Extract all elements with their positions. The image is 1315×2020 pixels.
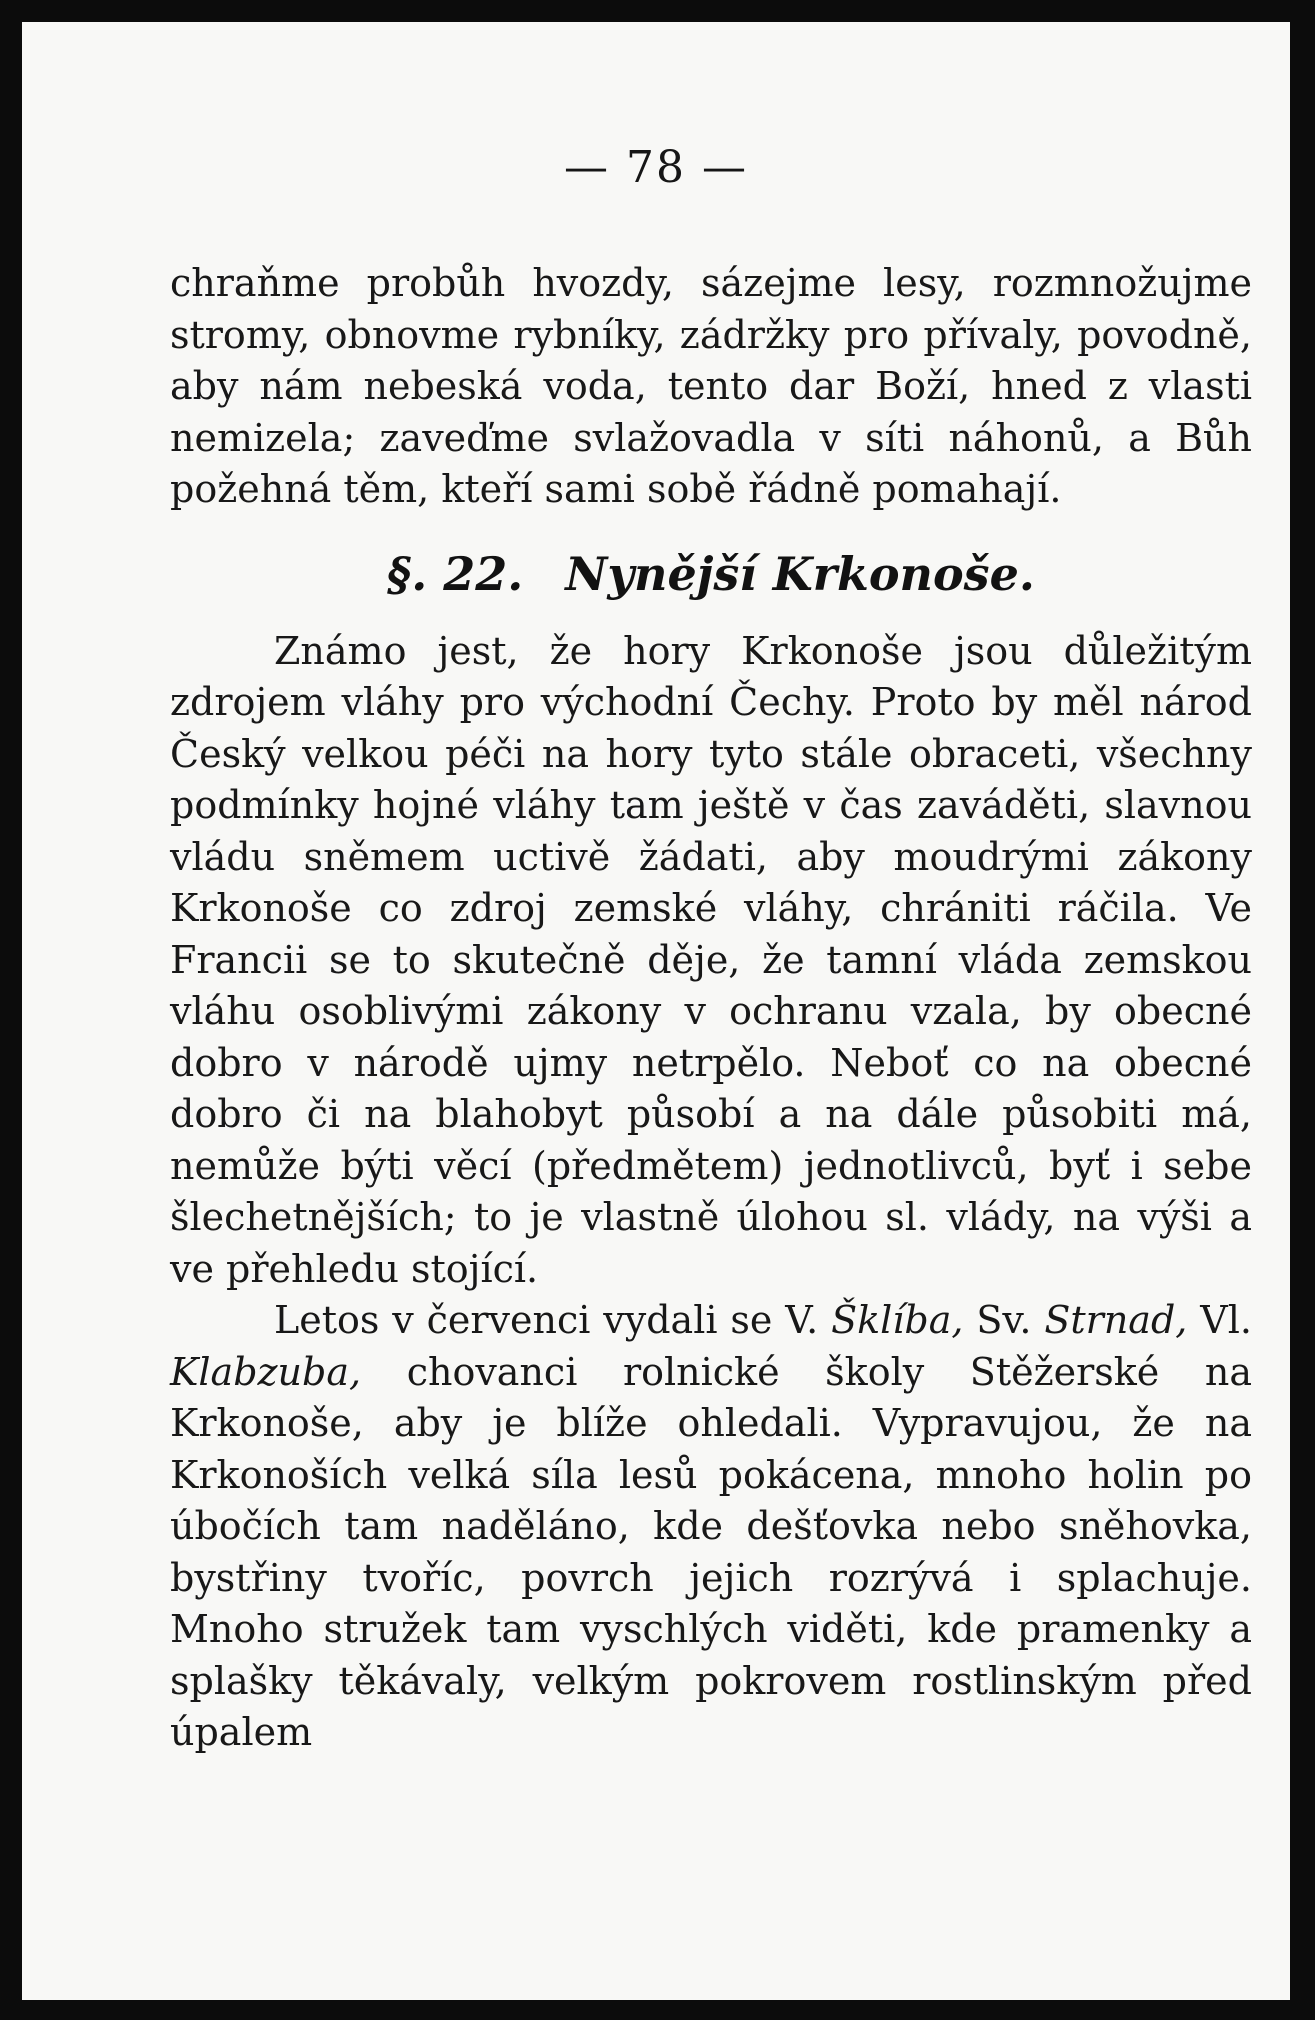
paragraph-2: Známo jest, že hory Krkonoše jsou důležitým zdrojem vláhy pro východní Čechy. Proto by měl národ Český velkou péči na hory tyto stále obraceti, všechny podmínky hojné vláhy tam ještě v čas zaváděti, slavnou vládu sněmem uctivě žádati, aby moudrými zákony Krkonoše co zdroj zemské vláhy, chrániti ráčila. Ve Francii se to skutečně děje, že tamní vláda zemskou vláhu osoblivými zákony v ochranu vzala, by obecné dobro v národě ujmy netrpělo. Neboť co na obecné dobro či na blahobyt působí a na dále působiti má, nemůže býti věcí (předmětem) jednotlivců, byť i sebe šlechetnějších; to je vlastně úlohou sl. vlády, na výši a ve přehledu stojící.	[170, 628, 1252, 1291]
section-heading	[170, 544, 1252, 604]
person-name-klabzuba: Klabzuba,	[170, 1349, 362, 1394]
paragraph-1: chraňme probůh hvozdy, sázejme lesy, rozmnožujme stromy, obnovme rybníky, zádržky pro přívaly, povodně, aby nám nebeská voda, tento dar Boží, hned z vlasti nemizela; zaveďme svlažovadla v síti náhonů, a Bůh požehná těm, kteří sami sobě řádně pomahají.	[170, 261, 1252, 511]
paragraph-3	[170, 1295, 1252, 1759]
paragraph-3-part-3: Vl.	[1200, 1298, 1252, 1342]
page-number: — 78 —	[564, 142, 748, 193]
person-name-skliba: Šklíba,	[831, 1298, 964, 1342]
person-name-strnad: Strnad,	[1044, 1298, 1188, 1342]
section-number: §. 22.	[387, 546, 524, 601]
paragraph-3-part-2: Sv.	[976, 1298, 1032, 1342]
section-title: Nynější Krkonoše.	[565, 546, 1035, 601]
body-text	[170, 258, 1252, 1759]
paragraph-3-part-4: chovanci rolnické školy Stěžerské na Krkonoše, aby je blíže ohledali. Vypravujou, že na Krkonoších velká síla lesů pokácena, mnoho holin po úbočích tam naděláno, kde dešťovka nebo sněhovka, bystřiny tvoříc, povrch jejich rozrývá i splachuje. Mnoho stružek tam vyschlých viděti, kde pramenky a splašky těkávaly, velkým pokrovem rostlinským před úpalem	[170, 1349, 1252, 1754]
paragraph-3-part-1: Letos v červenci vydali se V.	[274, 1298, 819, 1342]
book-page	[22, 22, 1290, 2000]
